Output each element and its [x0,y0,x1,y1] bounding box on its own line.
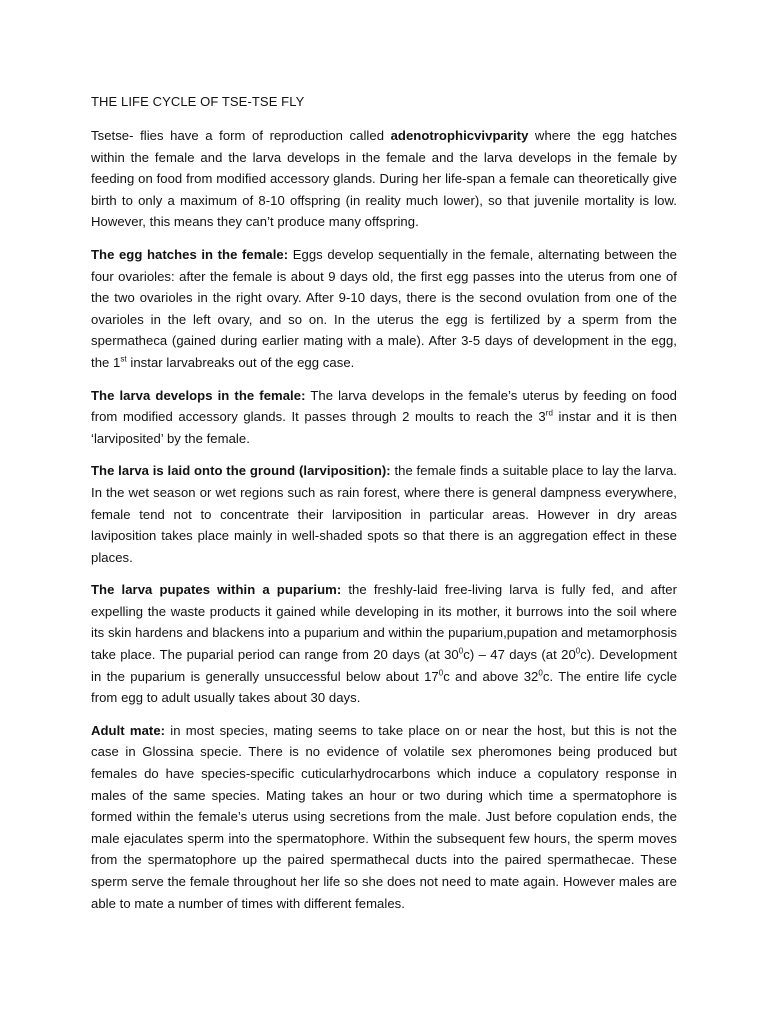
paragraph-adult-mate [91,720,677,914]
paragraph-egg-hatches-body-b: instar larvabreaks out of the egg case. [126,354,355,370]
heading-larva-develops: The larva develops in the female: [91,387,306,403]
paragraph-egg-hatches [91,244,677,374]
heading-puparium: The larva pupates within a puparium: [91,582,342,598]
heading-adult-mate: Adult mate: [91,722,166,738]
superscript-degree-c: 0 [438,668,444,678]
superscript-degree-a: 0 [458,646,464,656]
paragraph-intro [91,125,677,233]
term-adenotrophic: adenotrophicvivparity [390,128,529,143]
superscript-degree-d: 0 [538,668,543,678]
paragraph-puparium [91,579,677,709]
heading-larviposition: The larva is laid onto the ground (larviposition): [91,463,391,479]
paragraph-puparium-body-c: c). Development in the puparium is generally unsuccessful below about 17 [91,647,678,684]
paragraph-intro-text: Tsetse- flies have a form of reproduction called [91,128,391,143]
document-title: THE LIFE CYCLE OF TSE-TSE FLY [91,94,305,109]
paragraph-egg-hatches-body-a: Eggs develop sequentially in the female, alternating between the four ovarioles: after the female is about 9 days old, the first egg passes into the uterus from one of the two ovarioles in the right ovary. After 9-10 days, there is the second ovulation from one of the ovarioles in the left ovary, and so on. In the uterus the egg is fertilized by a sperm from the spermatheca (gained during earlier mating with a male). After 3-5 days of development in the egg, the 1 [91,246,677,370]
superscript-degree-b: 0 [575,646,581,656]
paragraph-larva-develops-body-b: instar and it is then ‘larviposited’ by the female. [91,409,677,446]
superscript-rd: rd [545,408,553,418]
paragraph-puparium-body-d: c and above 32 [443,668,539,684]
paragraph-intro-body: where the egg hatches within the female and the larva develops in the female and the larva develops in the female by feeding on food from modified accessory glands. During her life-span a female can theoretically give birth to only a maximum of 8-10 offspring (in reality much lower), so that juvenile mortality is low. However, this means they can’t produce many offspring. [91,128,677,230]
document-page [91,92,677,925]
paragraph-larviposition [91,460,677,568]
paragraph-puparium-body-b: c) – 47 days (at 20 [463,647,576,663]
paragraph-puparium-body-a: the freshly-laid free-living larva is fully fed, and after expelling the waste products it gained while developing in its mother, it burrows into the soil where its skin hardens and blackens into a puparium and within the puparium,pupation and metamorphosis take place. The puparial period can range from 20 days (at 30 [91,582,678,663]
paragraph-larviposition-body: the female finds a suitable place to lay the larva. In the wet season or wet regions such as rain forest, where there is general dampness everywhere, female tend not to concentrate their larviposition in particular areas. However in dry areas laviposition takes place mainly in well-shaded spots so that there is an aggregation effect in these places. [91,463,677,565]
superscript-st: st [120,354,127,364]
heading-egg-hatches: The egg hatches in the female: [91,246,289,262]
paragraph-larva-develops [91,385,677,450]
paragraph-larva-develops-body-a: The larva develops in the female’s uterus by feeding on food from modified accessory glands. It passes through 2 moults to reach the 3 [91,387,677,425]
paragraph-adult-mate-body: in most species, mating seems to take place on or near the host, but this is not the case in Glossina specie. There is no evidence of volatile sex pheromones being produced but females do have species-specific cuticularhydrocarbons which induce a copulatory response in males of the same species. Mating takes an hour or two during which time a spermatophore is formed within the female’s uterus using secretions from the male. Just before copulation ends, the male ejaculates sperm into the spermatophore. Within the subsequent few hours, the sperm moves from the spermatophore up the paired spermathecal ducts into the paired spermathecae. These sperm serve the female throughout her life so she does not need to mate again. However males are able to mate a number of times with different females. [91,722,677,911]
paragraph-puparium-body-e: c. The entire life cycle from egg to adult usually takes about 30 days. [91,668,677,706]
